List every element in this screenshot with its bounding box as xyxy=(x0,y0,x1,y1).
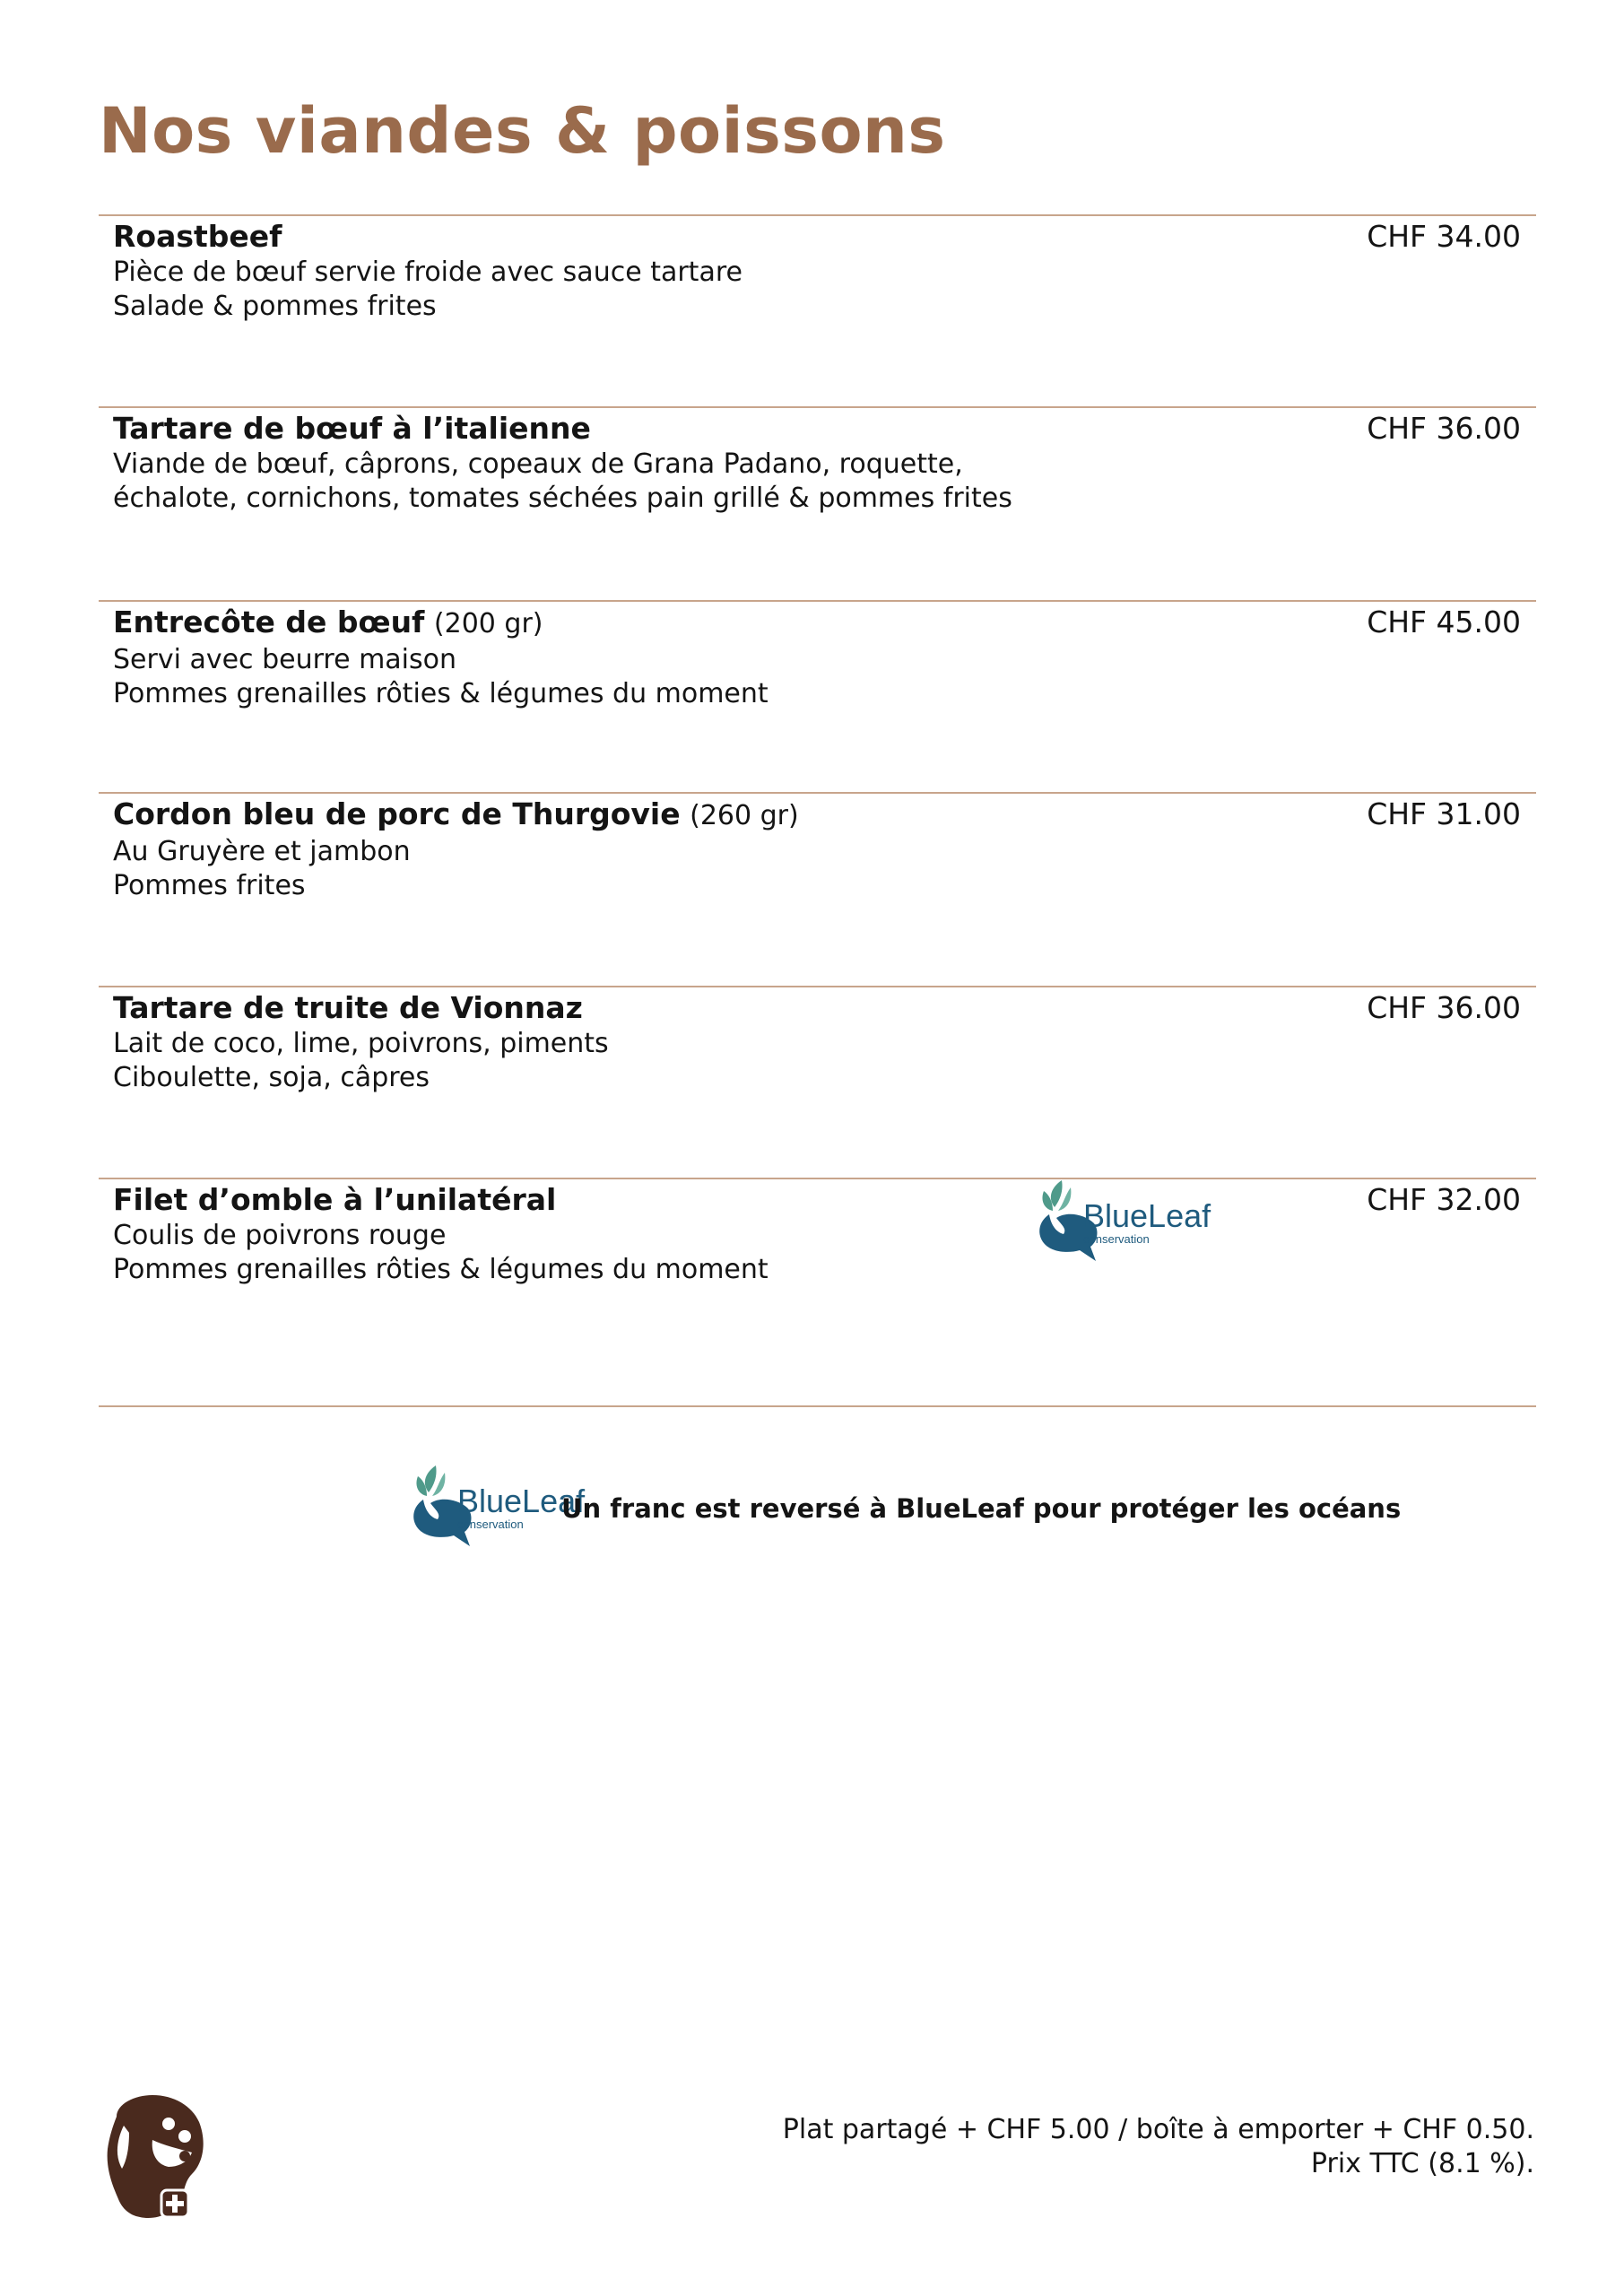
item-price: CHF 32.00 xyxy=(1367,1182,1521,1217)
divider xyxy=(99,600,1536,602)
menu-item xyxy=(113,604,1521,711)
item-price: CHF 34.00 xyxy=(1367,219,1521,254)
blueleaf-logo xyxy=(405,1460,586,1561)
svg-text:BlueLeaf: BlueLeaf xyxy=(457,1483,586,1519)
item-description-line: Ciboulette, soja, câpres xyxy=(113,1062,430,1093)
divider xyxy=(99,406,1536,408)
item-description-line: Viande de bœuf, câprons, copeaux de Grana Padano, roquette, xyxy=(113,448,963,480)
item-description-line: Servi avec beurre maison xyxy=(113,644,457,675)
menu-item xyxy=(113,1181,1521,1287)
item-description-line: Pommes frites xyxy=(113,870,306,901)
item-description-line: Coulis de poivrons rouge xyxy=(113,1220,447,1251)
divider xyxy=(99,986,1536,987)
svg-text:BlueLeaf: BlueLeaf xyxy=(1083,1197,1211,1234)
item-name: Cordon bleu de porc de Thurgovie xyxy=(113,796,681,831)
item-description-line: Salade & pommes frites xyxy=(113,291,437,322)
item-name: Tartare de bœuf à l’italienne xyxy=(113,411,591,446)
item-price: CHF 36.00 xyxy=(1367,411,1521,446)
item-name: Roastbeef xyxy=(113,219,282,254)
divider xyxy=(99,214,1536,216)
item-weight: (260 gr) xyxy=(690,800,799,831)
svg-text:conservation: conservation xyxy=(1083,1232,1150,1246)
dog-logo xyxy=(99,2090,215,2224)
footer-line: Prix TTC (8.1 %). xyxy=(1310,2148,1534,2179)
menu-item xyxy=(113,796,1521,903)
divider xyxy=(99,1178,1536,1179)
item-price: CHF 45.00 xyxy=(1367,604,1521,639)
item-price: CHF 31.00 xyxy=(1367,796,1521,831)
item-price: CHF 36.00 xyxy=(1367,990,1521,1025)
divider xyxy=(99,1405,1536,1407)
item-description-line: Pommes grenailles rôties & légumes du moment xyxy=(113,1254,769,1285)
item-name: Tartare de truite de Vionnaz xyxy=(113,990,583,1025)
svg-text:conservation: conservation xyxy=(457,1518,524,1531)
blueleaf-logo xyxy=(1031,1175,1211,1275)
item-description-line: Pièce de bœuf servie froide avec sauce tartare xyxy=(113,257,743,288)
menu-item xyxy=(113,218,1521,324)
item-weight: (200 gr) xyxy=(433,608,543,639)
footer-line: Plat partagé + CHF 5.00 / boîte à emporter + CHF 0.50. xyxy=(782,2114,1534,2145)
item-name: Entrecôte de bœuf xyxy=(113,604,425,639)
page-title: Nos viandes & poissons xyxy=(99,94,946,168)
item-description-line: échalote, cornichons, tomates séchées pain grillé & pommes frites xyxy=(113,483,1012,514)
item-description-line: Lait de coco, lime, poivrons, piments xyxy=(113,1028,609,1059)
divider xyxy=(99,792,1536,794)
menu-item xyxy=(113,989,1521,1095)
item-name: Filet d’omble à l’unilatéral xyxy=(113,1182,557,1217)
item-description-line: Pommes grenailles rôties & légumes du moment xyxy=(113,678,769,709)
donation-note: Un franc est reversé à BlueLeaf pour protéger les océans xyxy=(561,1493,1402,1524)
footer-info xyxy=(783,2113,1534,2181)
menu-item xyxy=(113,410,1521,516)
item-description-line: Au Gruyère et jambon xyxy=(113,836,411,867)
